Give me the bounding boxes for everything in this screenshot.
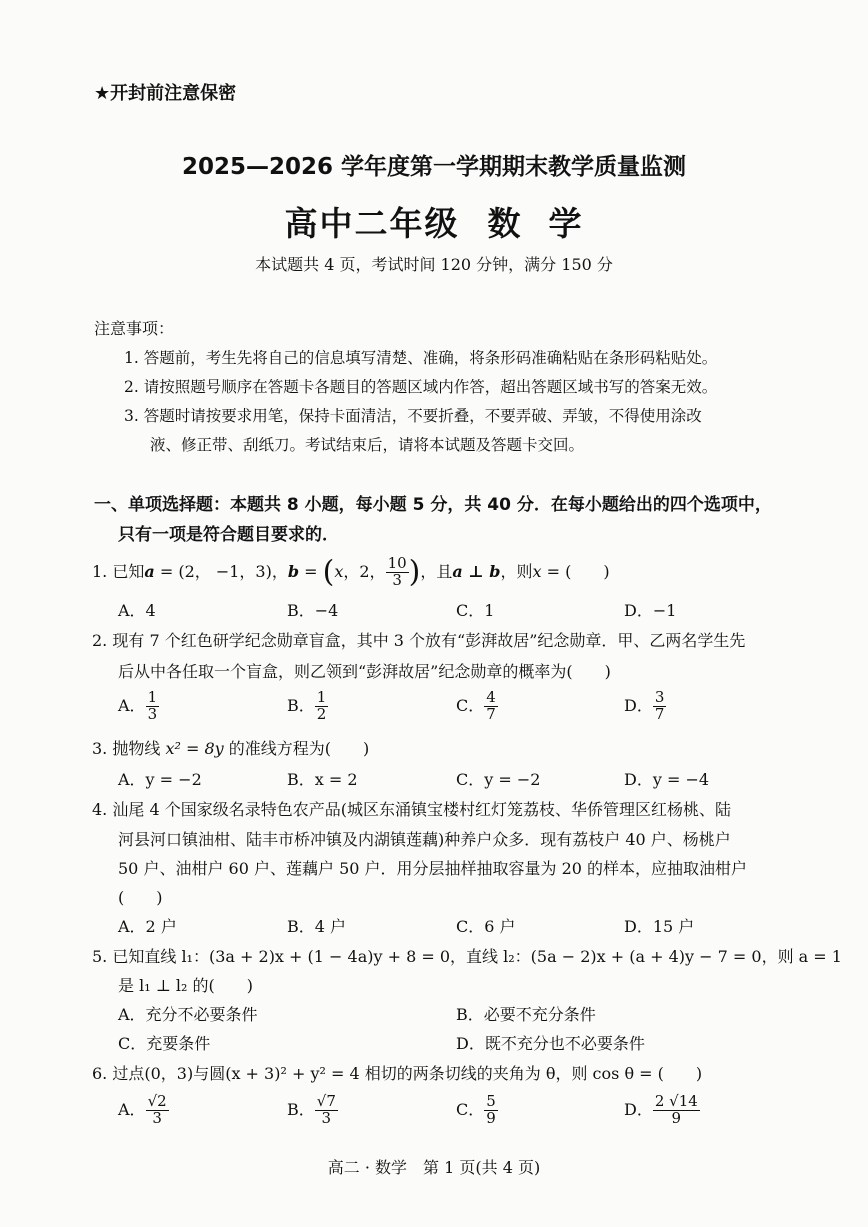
option-d: D． $\frac{3}{7}$ xyxy=(624,688,665,723)
option-b: B． $\frac{√7}{3}$ xyxy=(287,1092,336,1127)
option-a: A． $\frac{√2}{3}$ xyxy=(118,1092,167,1127)
option-d: D． $\frac{2 √14}{9}$ xyxy=(624,1092,698,1127)
option-a: A．充分不必要条件 xyxy=(118,1005,258,1024)
option-d: D．y = −4 xyxy=(624,770,710,789)
section-heading: 一、单项选择题：本题共 8 小题，每小题 5 分，共 40 分．在每小题给出的四个选项中， xyxy=(94,495,772,515)
option-b: B． $\frac{1}{2}$ xyxy=(287,688,327,723)
option-c: C． $\frac{4}{7}$ xyxy=(456,688,496,723)
option-a: A．2 户 xyxy=(118,917,177,936)
note-item: 2. 请按照题号顺序在答题卡各题目的答题区域内作答，超出答题区域书写的答案无效。 xyxy=(124,378,718,396)
option-c: C．充要条件 xyxy=(118,1034,211,1053)
section-heading-cont: 只有一项是符合题目要求的． xyxy=(118,525,339,545)
exam-info: 本试题共 4 页，考试时间 120 分钟，满分 150 分 xyxy=(255,255,613,274)
option-d: D．15 户 xyxy=(624,917,695,936)
question-2-line: 2. 现有 7 个红色研学纪念勋章盲盒，其中 3 个放有“彭湃故居”纪念勋章．甲、乙两名学生先 xyxy=(92,631,746,650)
option-a: A．y = −2 xyxy=(118,770,202,789)
option-d: D．既不充分也不必要条件 xyxy=(456,1034,645,1053)
question-number: 1. xyxy=(92,561,108,581)
note-item: 1. 答题前，考生先将自己的信息填写清楚、准确，将条形码准确粘贴在条形码粘贴处。 xyxy=(124,349,718,367)
question-5-line: 5. 已知直线 l₁：(3a + 2)x + (1 − 4a)y + 8 = 0，直线 l₂：(5a − 2)x + (a + 4)y − 7 = 0，则 a = 1 xyxy=(92,947,842,966)
note-item: 3. 答题时请按要求用笔，保持卡面清洁，不要折叠，不要弄破、弄皱，不得使用涂改 xyxy=(124,407,702,425)
confidential-label: ★开封前注意保密 xyxy=(94,83,237,104)
question-1: 1. 已知a = (2， −1，3)，b = (x，2， $\frac{10}{3}$ )，且a ⊥ b，则x = ( ) xyxy=(92,554,610,590)
question-4-line: 4. 汕尾 4 个国家级名录特色农产品(城区东涌镇宝楼村红灯笼荔枝、华侨管理区红杨桃、陆 xyxy=(92,800,731,819)
page-footer: 高二 · 数学 第 1 页(共 4 页) xyxy=(327,1158,541,1177)
question-2-line: 后从中各任取一个盲盒，则乙领到“彭湃故居”纪念勋章的概率为( ) xyxy=(118,662,611,681)
question-3: 3. 抛物线 x² = 8y 的准线方程为( ) xyxy=(92,739,370,758)
option-a: A． $\frac{1}{3}$ xyxy=(118,688,158,723)
option-c: C． $\frac{5}{9}$ xyxy=(456,1092,496,1127)
option-a: A．4 xyxy=(118,601,156,620)
option-c: C．6 户 xyxy=(456,917,516,936)
note-item: 液、修正带、刮纸刀。考试结束后，请将本试题及答题卡交回。 xyxy=(150,436,585,454)
fraction: $\frac{10}{3}$ xyxy=(387,554,407,589)
option-b: B．必要不充分条件 xyxy=(456,1005,596,1024)
grade-label: 高中二年级 xyxy=(284,204,460,243)
question-4-line: ( ) xyxy=(118,888,163,907)
option-b: B．−4 xyxy=(287,601,339,620)
option-b: B．4 户 xyxy=(287,917,347,936)
question-6-line: 6. 过点(0，3)与圆(x + 3)² + y² = 4 相切的两条切线的夹角为 θ，则 cos θ = ( ) xyxy=(92,1064,703,1083)
subject-char-1: 数 xyxy=(487,204,523,243)
subject-char-2: 学 xyxy=(548,204,584,243)
notes-heading: 注意事项： xyxy=(94,319,175,338)
option-c: C．1 xyxy=(456,601,495,620)
option-d: D．−1 xyxy=(624,601,677,620)
question-5-line: 是 l₁ ⊥ l₂ 的( ) xyxy=(118,976,253,995)
exam-title: 2025—2026 学年度第一学期期末教学质量监测 xyxy=(181,154,687,180)
exam-subject-title xyxy=(0,198,868,245)
option-b: B．x = 2 xyxy=(287,770,358,789)
question-4-line: 50 户、油柑户 60 户、莲藕户 50 户．用分层抽样抽取容量为 20 的样本，应抽取油柑户 xyxy=(118,859,748,878)
question-4-line: 河县河口镇油柑、陆丰市桥冲镇及内湖镇莲藕)种养户众多．现有荔枝户 40 户、杨桃户 xyxy=(118,830,731,849)
option-c: C．y = −2 xyxy=(456,770,541,789)
